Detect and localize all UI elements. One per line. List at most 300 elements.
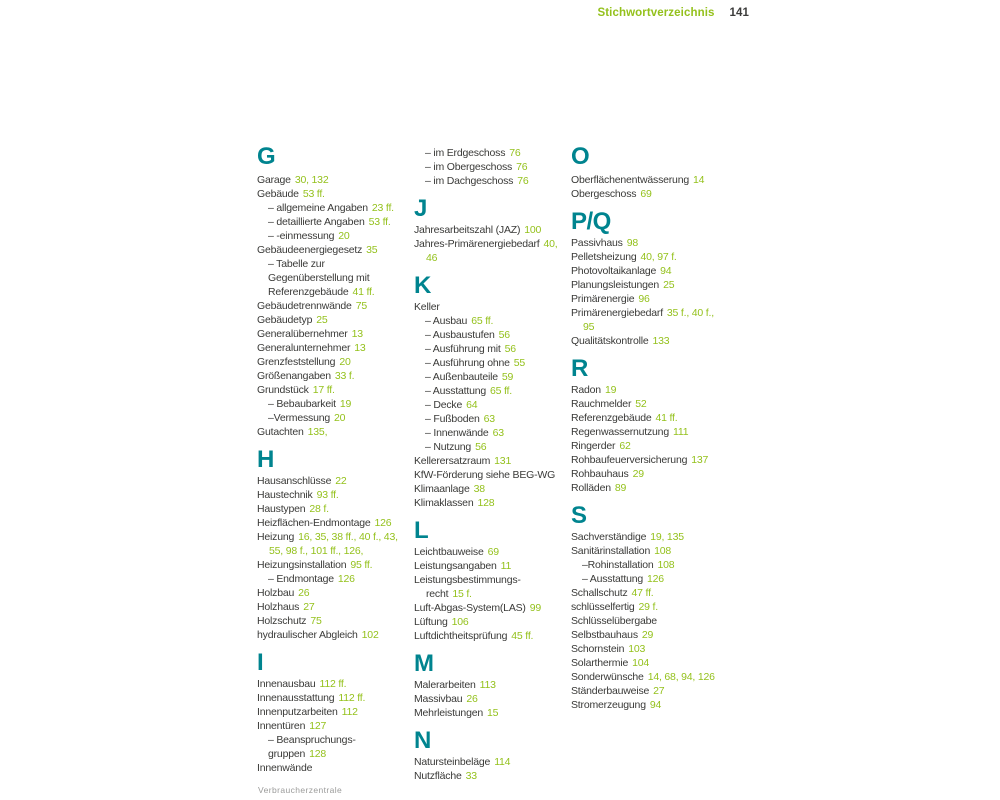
index-entry: [571, 425, 718, 439]
index-term: Mehrleistungen: [414, 707, 483, 719]
index-term: Passivhaus: [571, 237, 623, 249]
section-letter-k: K: [414, 272, 431, 299]
page-ref: 53 ff.: [368, 216, 391, 228]
index-term: Innenausstattung: [257, 692, 335, 704]
index-term: – Innenwände: [425, 427, 489, 439]
index-term: Haustechnik: [257, 489, 313, 501]
index-term: Hausanschlüsse: [257, 475, 332, 487]
index-entry: [257, 327, 404, 341]
page-ref: 89: [614, 482, 627, 494]
index-term: – Außenbauteile: [425, 371, 498, 383]
index-term: Holzschutz: [257, 615, 307, 627]
page-ref: 103: [628, 643, 646, 655]
page-ref: 27: [303, 601, 315, 613]
page-ref: 26: [298, 587, 310, 599]
index-term: – allgemeine Angaben: [268, 202, 368, 214]
index-term: Luftdichtheitsprüfung: [414, 630, 508, 642]
index-term: Innenwände: [257, 762, 313, 774]
page-ref: 75: [310, 615, 322, 627]
section-letter-l: L: [414, 517, 429, 544]
index-term: Obergeschoss: [571, 188, 637, 200]
page-ref: 96: [638, 293, 650, 305]
index-entry: [257, 705, 404, 719]
index-entry: [571, 292, 718, 306]
section-letter-p-q: P/Q: [571, 208, 611, 235]
index-entry: [414, 706, 561, 720]
index-term: Regenwassernutzung: [571, 426, 669, 438]
section-letter-g: G: [257, 143, 276, 170]
index-term: –Rohinstallation: [582, 559, 654, 571]
index-subentry: [268, 215, 404, 229]
index-entry: [257, 677, 404, 691]
index-term: Primärenergie: [571, 293, 635, 305]
index-term: Ständerbauweise: [571, 685, 650, 697]
index-subentry: [425, 398, 561, 412]
index-entry: [257, 187, 404, 201]
index-columns: [257, 143, 718, 783]
index-term: Klimaanlage: [414, 483, 470, 495]
index-term: Gutachten: [257, 426, 304, 438]
page-ref: 25: [316, 314, 328, 326]
index-term: Malerarbeiten: [414, 679, 476, 691]
index-entry: [571, 334, 718, 348]
page-ref: 69: [640, 188, 652, 200]
index-subentry: [425, 174, 561, 188]
index-term: Rohbaufeuerversicherung: [571, 454, 688, 466]
page-ref: 56: [498, 329, 510, 341]
index-term: Grundstück: [257, 384, 309, 396]
index-entry: [257, 383, 404, 397]
page-ref: 112: [341, 706, 358, 718]
index-term: – Decke: [425, 399, 463, 411]
index-entry: [571, 544, 718, 558]
index-entry: [571, 411, 718, 425]
page-ref: 25: [663, 279, 675, 291]
index-entry: [414, 678, 561, 692]
index-term: –Vermessung: [268, 412, 331, 424]
index-entry: [571, 600, 718, 614]
index-entry: [571, 397, 718, 411]
index-term: Leichtbauweise: [414, 546, 484, 558]
index-term: Generalübernehmer: [257, 328, 348, 340]
page-ref: 106: [451, 616, 469, 628]
page-ref: 29: [641, 629, 654, 641]
page-ref: 23 ff.: [371, 202, 394, 214]
page-ref: 137: [691, 454, 709, 466]
page-ref: 126: [337, 573, 355, 585]
index-term: – Ausführung mit: [425, 343, 501, 355]
index-entry: [571, 614, 718, 628]
page-ref: 76: [516, 161, 528, 173]
page-ref: 19: [604, 384, 617, 396]
index-entry: [414, 237, 561, 265]
index-entry: [571, 187, 718, 201]
index-entry: [571, 628, 718, 642]
index-entry: [571, 383, 718, 397]
page-ref: 41 ff.: [352, 286, 375, 298]
index-entry: [571, 642, 718, 656]
index-entry: [571, 481, 718, 495]
index-term: Oberflächenentwässerung: [571, 174, 689, 186]
index-term: Generalunternehmer: [257, 342, 351, 354]
page-ref: 26: [466, 693, 478, 705]
page-ref: 20: [334, 412, 346, 424]
index-entry: [571, 698, 718, 712]
index-entry: [257, 530, 404, 558]
index-term: Gebäude: [257, 188, 299, 200]
index-entry: [414, 468, 561, 482]
index-term: Jahres-Primärenergiebedarf: [414, 238, 540, 250]
page-ref: 59: [501, 371, 514, 383]
index-entry: [571, 467, 718, 481]
page-ref: 13: [354, 342, 366, 354]
index-entry: [414, 496, 561, 510]
index-term: Gebäudeenergiegesetz: [257, 244, 363, 256]
index-entry: [571, 236, 718, 250]
index-entry: [257, 719, 404, 733]
index-term: Schlüsselübergabe: [571, 615, 657, 627]
page-ref: 29: [632, 468, 644, 480]
index-term: Solarthermie: [571, 657, 629, 669]
index-entry: [414, 755, 561, 769]
index-term: Holzhaus: [257, 601, 300, 613]
page-ref: 28 f.: [309, 503, 329, 515]
index-term: – Ausstattung: [582, 573, 644, 585]
index-entry: [257, 474, 404, 488]
index-term: – Nutzung: [425, 441, 472, 453]
index-entry: [571, 530, 718, 544]
page-ref: 128: [477, 497, 495, 509]
index-term: Rauchmelder: [571, 398, 632, 410]
index-term: Gebäudetyp: [257, 314, 313, 326]
index-subentry: [268, 572, 404, 586]
index-subentry: [425, 342, 561, 356]
index-term: – Fußboden: [425, 413, 480, 425]
index-column-1: [257, 143, 404, 775]
index-term: Referenzgebäude: [571, 412, 652, 424]
index-subentry: [425, 160, 561, 174]
index-term: Sachverständige: [571, 531, 647, 543]
page-ref: 111: [672, 426, 689, 438]
index-term: Innenausbau: [257, 678, 316, 690]
page-ref: 16, 35, 38 ff., 40 f., 43, 55, 98 f., 101 ff., 126,: [269, 531, 398, 557]
index-term: Planungsleistungen: [571, 279, 660, 291]
section-letter-o: O: [571, 143, 590, 170]
index-subentry: [268, 229, 404, 243]
index-entry: [414, 482, 561, 496]
page-header: [0, 7, 749, 19]
index-term: Massivbau: [414, 693, 463, 705]
index-term: Kellerersatzraum: [414, 455, 491, 467]
page-ref: 15 f.: [452, 588, 472, 600]
index-term: Schornstein: [571, 643, 625, 655]
page-ref: 17 ff.: [312, 384, 335, 396]
page-ref: 22: [335, 475, 347, 487]
index-entry: [257, 341, 404, 355]
page-number: 141: [729, 7, 749, 19]
index-term: Luft-Abgas-System(LAS): [414, 602, 526, 614]
index-term: Rohbauhaus: [571, 468, 629, 480]
page-ref: 93 ff.: [316, 489, 339, 501]
page-ref: 76: [517, 175, 529, 187]
section-letter-j: J: [414, 195, 427, 222]
index-subentry: [268, 257, 404, 299]
index-entry: [414, 629, 561, 643]
index-term: Innentüren: [257, 720, 306, 732]
index-column-2: [414, 146, 561, 783]
index-subentry: [425, 412, 561, 426]
index-entry: [414, 454, 561, 468]
page-ref: 40, 46: [426, 238, 558, 264]
page-ref: 126: [374, 517, 392, 529]
index-term: – Endmontage: [268, 573, 334, 585]
index-entry: [257, 502, 404, 516]
index-entry: [571, 173, 718, 187]
page-ref: 104: [632, 657, 650, 669]
index-term: Heizungsinstallation: [257, 559, 347, 571]
index-entry: [257, 369, 404, 383]
index-subentry: [425, 370, 561, 384]
page-ref: 20: [339, 356, 351, 368]
index-term: Grenzfeststellung: [257, 356, 336, 368]
index-entry: [571, 586, 718, 600]
page-ref: 133: [652, 335, 670, 347]
page-ref: 14: [692, 174, 705, 186]
index-entry: [257, 761, 404, 775]
index-term: Haustypen: [257, 503, 306, 515]
index-term: Innenputzarbeiten: [257, 706, 338, 718]
index-entry: [257, 691, 404, 705]
index-entry: [414, 601, 561, 615]
index-entry: [257, 586, 404, 600]
index-subentry: [425, 356, 561, 370]
page-ref: 63: [492, 427, 504, 439]
page-ref: 94: [660, 265, 672, 277]
index-subentry: [425, 146, 561, 160]
index-term: Holzbau: [257, 587, 295, 599]
page-ref: 69: [487, 546, 499, 558]
page-ref: 135,: [307, 426, 328, 438]
index-term: Jahresarbeitszahl (JAZ): [414, 224, 521, 236]
index-subentry: [268, 411, 404, 425]
index-subentry: [268, 201, 404, 215]
index-entry: [414, 573, 561, 601]
page-ref: 35: [366, 244, 378, 256]
index-entry: [257, 243, 404, 257]
page-ref: 76: [509, 147, 521, 159]
index-entry: [571, 250, 718, 264]
index-subentry: [582, 572, 718, 586]
index-term: Natursteinbeläge: [414, 756, 491, 768]
index-term: Lüftung: [414, 616, 448, 628]
index-entry: [571, 656, 718, 670]
index-term: Schallschutz: [571, 587, 628, 599]
index-term: Rolläden: [571, 482, 611, 494]
page-ref: 29 f.: [638, 601, 658, 613]
index-term: Photovoltaikanlage: [571, 265, 657, 277]
index-term: Klimaklassen: [414, 497, 474, 509]
index-entry: [414, 769, 561, 783]
index-term: Radon: [571, 384, 601, 396]
page-ref: 95 ff.: [350, 559, 373, 571]
page-ref: 47 ff.: [631, 587, 654, 599]
section-letter-i: I: [257, 649, 264, 676]
footer-brand: Verbraucherzentrale: [258, 785, 343, 795]
index-entry: [257, 355, 404, 369]
page-ref: 56: [475, 441, 487, 453]
index-term: – im Obergeschoss: [425, 161, 513, 173]
index-entry: [414, 692, 561, 706]
index-term: Primärenergiebedarf: [571, 307, 663, 319]
page-ref: 94: [649, 699, 662, 711]
index-term: – -einmessung: [268, 230, 335, 242]
page-ref: 33: [465, 770, 477, 782]
page-ref: 14, 68, 94, 126: [647, 671, 715, 683]
index-term: Garage: [257, 174, 291, 186]
index-term: KfW-Förderung siehe BEG-WG: [414, 469, 556, 481]
page-ref: 52: [635, 398, 647, 410]
section-letter-r: R: [571, 355, 588, 382]
index-entry: [257, 425, 404, 439]
index-term: – detaillierte Angaben: [268, 216, 365, 228]
index-entry: [414, 545, 561, 559]
index-entry: [257, 173, 404, 187]
index-entry: [257, 313, 404, 327]
index-entry: [414, 559, 561, 573]
page-ref: 41 ff.: [655, 412, 678, 424]
page-ref: 13: [351, 328, 363, 340]
index-term: schlüsselfertig: [571, 601, 635, 613]
index-term: Heizung: [257, 531, 295, 543]
page-ref: 127: [309, 720, 327, 732]
index-term: – Bebaubarkeit: [268, 398, 336, 410]
index-subentry: [268, 397, 404, 411]
index-entry: [571, 306, 718, 334]
page-ref: 56: [504, 343, 516, 355]
section-letter-m: M: [414, 650, 434, 677]
page-ref: 65 ff.: [471, 315, 494, 327]
index-term: – Ausbau: [425, 315, 468, 327]
index-term: – Ausführung ohne: [425, 357, 510, 369]
page-ref: 35 f., 40 f., 95: [583, 307, 714, 333]
page-ref: 100: [524, 224, 542, 236]
page-ref: 62: [619, 440, 631, 452]
page-ref: 126: [647, 573, 664, 585]
index-term: – Beanspruchungs- gruppen: [268, 734, 356, 760]
index-subentry: [582, 558, 718, 572]
index-entry: [257, 299, 404, 313]
index-subentry: [425, 426, 561, 440]
index-term: Nutzfläche: [414, 770, 462, 782]
index-term: Leistungsbestimmungs- recht: [414, 574, 521, 600]
page-ref: 65 ff.: [490, 385, 512, 397]
page-ref: 15: [487, 707, 499, 719]
index-term: – Ausbaustufen: [425, 329, 495, 341]
index-column-3: [571, 143, 718, 712]
index-term: – Ausstattung: [425, 385, 487, 397]
page-ref: 98: [626, 237, 638, 249]
index-entry: [257, 558, 404, 572]
page-ref: 19, 135: [650, 531, 684, 543]
index-entry: [414, 223, 561, 237]
page-ref: 102: [361, 629, 379, 641]
index-term: – im Erdgeschoss: [425, 147, 506, 159]
running-head-title: Stichwortverzeichnis: [597, 7, 715, 19]
index-term: Größenangaben: [257, 370, 331, 382]
page-ref: 64: [466, 399, 478, 411]
page-ref: 38: [473, 483, 485, 495]
index-entry: [571, 684, 718, 698]
index-entry: [414, 615, 561, 629]
index-entry: [257, 614, 404, 628]
index-term: Qualitätskontrolle: [571, 335, 649, 347]
index-entry: [414, 300, 561, 314]
index-subentry: [425, 440, 561, 454]
index-term: Selbstbauhaus: [571, 629, 638, 641]
index-term: Sonderwünsche: [571, 671, 644, 683]
index-term: – im Dachgeschoss: [425, 175, 514, 187]
index-entry: [257, 516, 404, 530]
index-entry: [257, 628, 404, 642]
index-subentry: [425, 314, 561, 328]
index-term: Ringerder: [571, 440, 616, 452]
index-term: Gebäudetrennwände: [257, 300, 352, 312]
page-ref: 112 ff.: [319, 678, 347, 690]
index-term: Stromerzeugung: [571, 699, 646, 711]
index-subentry: [268, 733, 404, 761]
page-ref: 63: [483, 413, 495, 425]
page-ref: 11: [500, 560, 512, 572]
page-ref: 75: [355, 300, 367, 312]
index-entry: [571, 453, 718, 467]
index-entry: [571, 670, 718, 684]
index-term: – Tabelle zur Gegenüberstellung mit Referenzgebäude: [268, 258, 370, 298]
page-ref: 108: [657, 559, 675, 571]
page-ref: 19: [339, 398, 352, 410]
page-ref: 128: [309, 748, 327, 760]
index-subentry: [425, 384, 561, 398]
index-entry: [257, 488, 404, 502]
page-ref: 131: [494, 455, 512, 467]
index-term: Sanitärinstallation: [571, 545, 651, 557]
index-entry: [571, 439, 718, 453]
index-entry: [571, 278, 718, 292]
page-ref: 99: [529, 602, 542, 614]
page-ref: 20: [338, 230, 350, 242]
section-letter-n: N: [414, 727, 431, 754]
page-ref: 55: [513, 357, 526, 369]
page-ref: 112 ff.: [338, 692, 366, 704]
page-ref: 27: [653, 685, 665, 697]
index-term: hydraulischer Abgleich: [257, 629, 358, 641]
page-ref: 33 f.: [334, 370, 355, 382]
index-term: Pelletsheizung: [571, 251, 637, 263]
index-entry: [571, 264, 718, 278]
page-ref: 114: [494, 756, 511, 768]
index-subentry: [425, 328, 561, 342]
index-term: Leistungsangaben: [414, 560, 497, 572]
index-term: Heizflächen-Endmontage: [257, 517, 371, 529]
index-term: Keller: [414, 301, 440, 313]
page-ref: 53 ff.: [302, 188, 325, 200]
page-ref: 40, 97 f.: [640, 251, 677, 263]
page-ref: 113: [479, 679, 496, 691]
page-ref: 30, 132: [294, 174, 329, 186]
section-letter-s: S: [571, 502, 587, 529]
index-entry: [257, 600, 404, 614]
section-letter-h: H: [257, 446, 274, 473]
page-ref: 45 ff.: [511, 630, 534, 642]
